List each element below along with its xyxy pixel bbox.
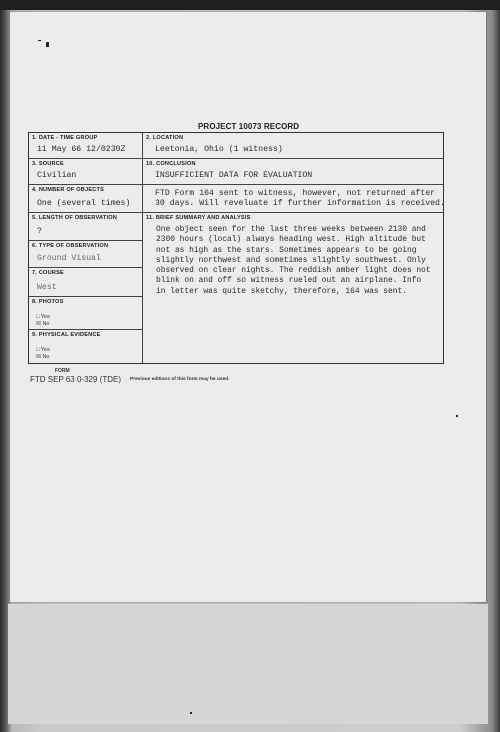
- date-time-label: 1. DATE - TIME GROUP: [32, 135, 98, 141]
- summary-line: not as high as the stars. Sometimes appears to be going: [156, 245, 417, 255]
- summary-text: [156, 225, 438, 297]
- course-value: West: [37, 283, 57, 292]
- scan-top-edge: [0, 0, 500, 10]
- physical-evidence-yes-checkbox: □ Yes: [36, 347, 50, 353]
- course-label: 7. COURSE: [32, 270, 64, 276]
- type-of-observation-cell: [29, 241, 143, 268]
- physical-evidence-label: 9. PHYSICAL EVIDENCE: [32, 332, 101, 338]
- type-of-observation-label: 6. TYPE OF OBSERVATION: [32, 243, 109, 249]
- summary-line: in letter was quite sketchy, therefore, 164 was sent.: [156, 286, 407, 296]
- footer-form-label: FORM: [55, 368, 70, 374]
- conclusion-label: 10. CONCLUSION: [146, 161, 196, 167]
- conclusion-note-line2: 30 days. Will reveluate if further information is received.: [155, 199, 445, 208]
- conclusion-note-line1: FTD Form 164 sent to witness, however, not returned after: [155, 189, 436, 198]
- location-cell: [143, 133, 443, 159]
- photos-no-checkbox: ☒ No: [36, 321, 50, 327]
- type-of-observation-value: Ground Visual: [37, 254, 101, 263]
- scan-speck: [456, 415, 458, 417]
- photos-yes-checkbox: □ Yes: [36, 314, 50, 320]
- date-time-value: 11 May 66 12/0230Z: [37, 145, 126, 154]
- summary-line: 2300 hours (local) always heading west. High altitude but: [156, 235, 426, 245]
- source-cell: [29, 159, 143, 185]
- source-label: 3. SOURCE: [32, 161, 64, 167]
- length-of-observation-value: ?: [37, 227, 42, 236]
- length-of-observation-label: 5. LENGTH OF OBSERVATION: [32, 215, 117, 221]
- source-value: Civilian: [37, 171, 77, 180]
- photos-label: 8. PHOTOS: [32, 299, 64, 305]
- summary-line: slightly northwest and sometimes slightly southwest. Only: [156, 255, 426, 265]
- conclusion-cell: [143, 159, 443, 185]
- number-of-objects-value: One (several times): [37, 199, 131, 208]
- length-of-observation-cell: [29, 213, 143, 241]
- number-of-objects-cell: [29, 185, 143, 213]
- physical-evidence-cell: [29, 330, 143, 363]
- summary-line: observed on clear nights. The reddish amber light does not: [156, 266, 431, 276]
- course-cell: [29, 268, 143, 297]
- record-form: [28, 132, 444, 364]
- summary-cell: [143, 213, 443, 363]
- physical-evidence-no-checkbox: ☒ No: [36, 354, 50, 360]
- summary-line: One object seen for the last three weeks between 2130 and: [156, 225, 426, 234]
- conclusion-note-cell: [143, 185, 443, 213]
- summary-label: 11. BRIEF SUMMARY AND ANALYSIS: [146, 215, 251, 221]
- footer-form-id: FTD SEP 63 0-329 (TDE): [30, 375, 121, 384]
- date-time-cell: [29, 133, 143, 159]
- footer-note: Previous editions of this form may be used.: [130, 377, 230, 382]
- scan-speck: [190, 712, 192, 714]
- photos-cell: [29, 297, 143, 330]
- summary-line: blink on and off so witness rueled out an airplane. Info: [156, 276, 422, 286]
- document-title: PROJECT 10073 RECORD: [198, 122, 300, 131]
- scan-speck: [46, 42, 49, 47]
- location-value: Leetonia, Ohio (1 witness): [155, 145, 283, 154]
- conclusion-value: INSUFFICIENT DATA FOR EVALUATION: [155, 171, 313, 180]
- location-label: 2. LOCATION: [146, 135, 184, 141]
- scan-speck: [38, 40, 41, 41]
- lower-sheet: [8, 604, 488, 724]
- number-of-objects-label: 4. NUMBER OF OBJECTS: [32, 187, 105, 193]
